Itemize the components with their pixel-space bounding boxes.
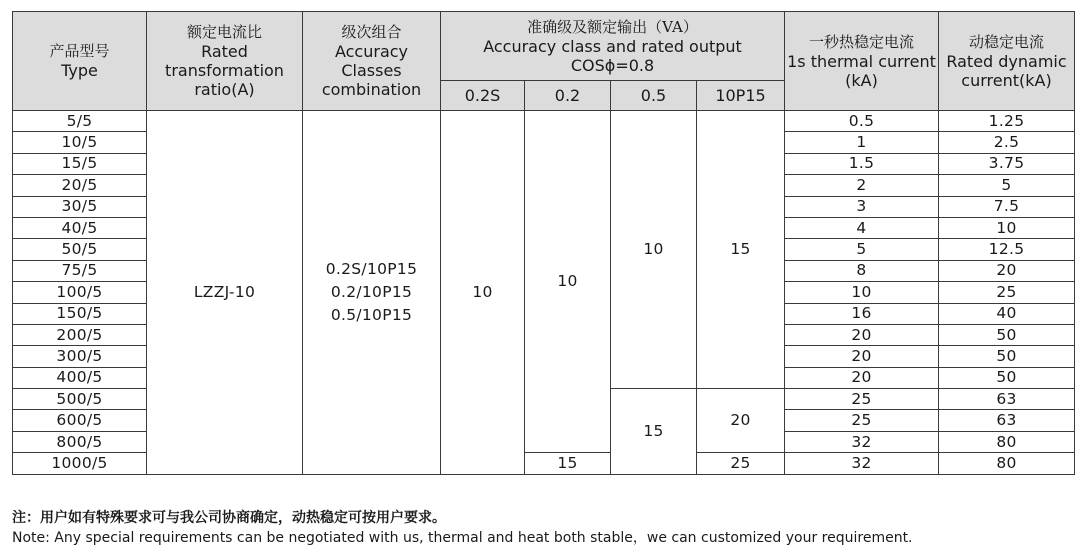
header-dynamic bbox=[939, 12, 1075, 111]
output-10p15-last-cell: 25 bbox=[697, 453, 785, 474]
output-0-5-main-cell: 10 bbox=[611, 111, 697, 389]
ratio-cell: 75/5 bbox=[13, 260, 147, 281]
thermal-cell: 20 bbox=[785, 324, 939, 345]
header-type-cn: 产品型号 bbox=[49, 42, 110, 60]
ratio-cell: 100/5 bbox=[13, 282, 147, 303]
ratio-cell: 5/5 bbox=[13, 111, 147, 132]
header-accuracy-en2: Classes bbox=[341, 61, 402, 80]
ratio-cell: 400/5 bbox=[13, 367, 147, 388]
thermal-cell: 32 bbox=[785, 453, 939, 474]
ratio-cell: 300/5 bbox=[13, 346, 147, 367]
ratio-cell: 20/5 bbox=[13, 175, 147, 196]
ratio-cell: 200/5 bbox=[13, 324, 147, 345]
output-0-2-main-cell: 10 bbox=[525, 111, 611, 453]
ratio-cell: 10/5 bbox=[13, 132, 147, 153]
dynamic-cell: 63 bbox=[939, 410, 1075, 431]
thermal-cell: 20 bbox=[785, 367, 939, 388]
dynamic-cell: 50 bbox=[939, 324, 1075, 345]
header-accuracy bbox=[303, 12, 441, 111]
thermal-cell: 5 bbox=[785, 239, 939, 260]
thermal-cell: 25 bbox=[785, 410, 939, 431]
dynamic-cell: 40 bbox=[939, 303, 1075, 324]
header-dynamic-en2: current(kA) bbox=[961, 70, 1052, 90]
subheader-0-5: 0.5 bbox=[611, 81, 697, 111]
ratio-cell: 50/5 bbox=[13, 239, 147, 260]
output-0-2s-cell: 10 bbox=[441, 111, 525, 475]
header-thermal bbox=[785, 12, 939, 111]
ratio-cell: 800/5 bbox=[13, 431, 147, 452]
thermal-cell: 1 bbox=[785, 132, 939, 153]
type-cell: LZZJ-10 bbox=[147, 111, 303, 475]
subheader-0-2: 0.2 bbox=[525, 81, 611, 111]
dynamic-cell: 5 bbox=[939, 175, 1075, 196]
dynamic-cell: 50 bbox=[939, 367, 1075, 388]
dynamic-cell: 50 bbox=[939, 346, 1075, 367]
header-output bbox=[441, 12, 785, 81]
thermal-cell: 16 bbox=[785, 303, 939, 324]
ratio-cell: 15/5 bbox=[13, 153, 147, 174]
header-thermal-cn: 一秒热稳定电流 bbox=[809, 32, 915, 51]
header-type bbox=[13, 12, 147, 111]
subheader-0-2s: 0.2S bbox=[441, 81, 525, 111]
header-ratio-cn: 额定电流比 bbox=[186, 23, 262, 41]
output-0-5-lower-cell: 15 bbox=[611, 389, 697, 475]
header-output-en2: COSϕ=0.8 bbox=[570, 55, 655, 75]
header-ratio-en3: ratio(A) bbox=[194, 80, 255, 99]
header-ratio-en2: transformation bbox=[165, 61, 284, 80]
header-thermal-en2: (kA) bbox=[845, 70, 878, 90]
header-dynamic-en1: Rated dynamic bbox=[946, 51, 1067, 71]
thermal-cell: 20 bbox=[785, 346, 939, 367]
thermal-cell: 0.5 bbox=[785, 111, 939, 132]
ratio-cell: 150/5 bbox=[13, 303, 147, 324]
thermal-cell: 10 bbox=[785, 282, 939, 303]
dynamic-cell: 10 bbox=[939, 217, 1075, 238]
dynamic-cell: 7.5 bbox=[939, 196, 1075, 217]
accuracy-combo-2: 0.2/10P15 bbox=[330, 282, 413, 301]
thermal-cell: 8 bbox=[785, 260, 939, 281]
dynamic-cell: 3.75 bbox=[939, 153, 1075, 174]
thermal-cell: 32 bbox=[785, 431, 939, 452]
output-10p15-mid-cell: 20 bbox=[697, 389, 785, 453]
thermal-cell: 4 bbox=[785, 217, 939, 238]
dynamic-cell: 25 bbox=[939, 282, 1075, 303]
dynamic-cell: 80 bbox=[939, 431, 1075, 452]
ratio-cell: 600/5 bbox=[13, 410, 147, 431]
subheader-10p15: 10P15 bbox=[697, 81, 785, 111]
dynamic-cell: 80 bbox=[939, 453, 1075, 474]
thermal-cell: 1.5 bbox=[785, 153, 939, 174]
accuracy-combo-1: 0.2S/10P15 bbox=[325, 259, 418, 278]
ratio-cell: 500/5 bbox=[13, 389, 147, 410]
accuracy-combo-3: 0.5/10P15 bbox=[330, 305, 413, 324]
dynamic-cell: 63 bbox=[939, 389, 1075, 410]
dynamic-cell: 20 bbox=[939, 260, 1075, 281]
header-accuracy-cn: 级次组合 bbox=[341, 23, 402, 41]
ratio-cell: 1000/5 bbox=[13, 453, 147, 474]
thermal-cell: 25 bbox=[785, 389, 939, 410]
dynamic-cell: 1.25 bbox=[939, 111, 1075, 132]
output-0-2-last-cell: 15 bbox=[525, 453, 611, 474]
header-thermal-en1: 1s thermal current bbox=[787, 51, 936, 71]
ratio-cell: 40/5 bbox=[13, 217, 147, 238]
note-english: Note: Any special requirements can be negotiated with us, thermal and heat both stable，we can customized your requirement. bbox=[12, 530, 913, 546]
spec-table-container bbox=[12, 11, 1074, 475]
header-ratio bbox=[147, 12, 303, 111]
thermal-cell: 3 bbox=[785, 196, 939, 217]
header-output-en1: Accuracy class and rated output bbox=[483, 36, 742, 56]
note-chinese: 注：用户如有特殊要求可与我公司协商确定，动热稳定可按用户要求。 bbox=[12, 510, 446, 526]
header-accuracy-en1: Accuracy bbox=[334, 42, 409, 61]
thermal-cell: 2 bbox=[785, 175, 939, 196]
header-accuracy-en3: combination bbox=[321, 80, 422, 99]
ratio-cell: 30/5 bbox=[13, 196, 147, 217]
header-type-en: Type bbox=[61, 61, 98, 80]
dynamic-cell: 12.5 bbox=[939, 239, 1075, 260]
dynamic-cell: 2.5 bbox=[939, 132, 1075, 153]
table-row bbox=[13, 111, 1075, 132]
header-output-cn: 准确级及额定输出（VA） bbox=[527, 17, 698, 36]
header-dynamic-cn: 动稳定电流 bbox=[969, 32, 1045, 51]
header-ratio-en1: Rated bbox=[201, 42, 248, 61]
output-10p15-main-cell: 15 bbox=[697, 111, 785, 389]
accuracy-combo-cell bbox=[303, 111, 441, 475]
spec-table bbox=[12, 11, 1075, 475]
